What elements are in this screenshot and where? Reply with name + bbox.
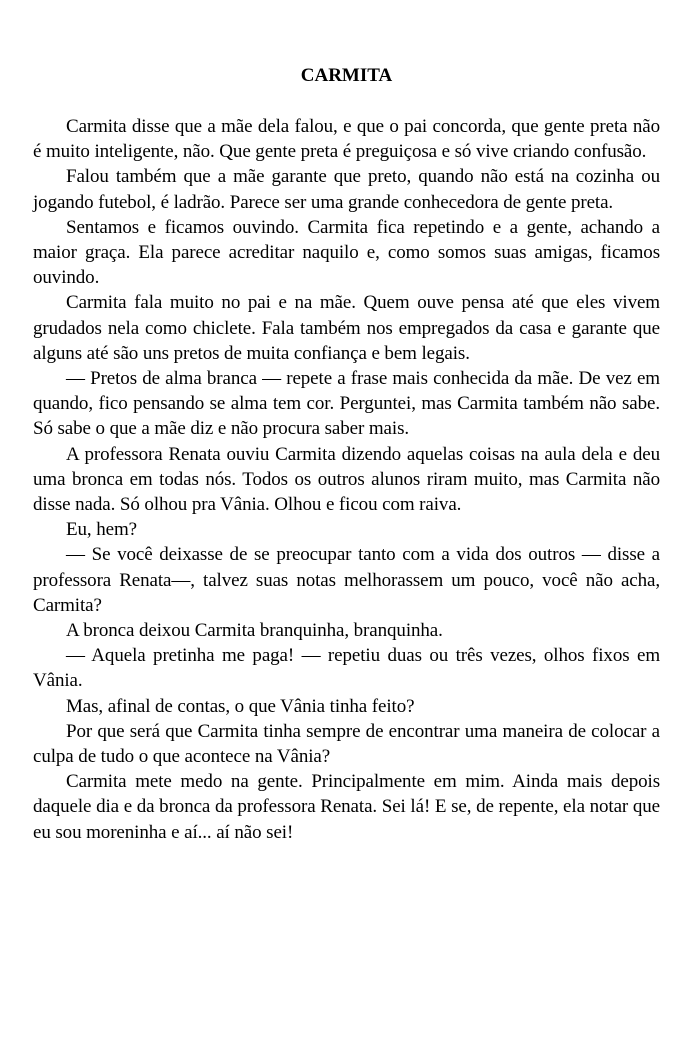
paragraph-6: A professora Renata ouviu Carmita dizendo aquelas coisas na aula dela e deu uma bronca em todas nós. Todos os outros alunos riram muito, mas Carmita não disse nada. Só olhou pra Vânia. Olhou e ficou com raiva. <box>33 443 660 516</box>
paragraph-1: Carmita disse que a mãe dela falou, e que o pai concorda, que gente preta não é muito inteligente, não. Que gente preta é preguiçosa e só vive criando confusão. <box>33 116 660 163</box>
paragraph-3: Sentamos e ficamos ouvindo. Carmita fica repetindo e a gente, achando a maior graça. Ela parece acreditar naquilo e, como somos suas amigas, ficamos ouvindo. <box>33 216 660 289</box>
paragraph-2: Falou também que a mãe garante que preto, quando não está na cozinha ou jogando futebol, é ladrão. Parece ser uma grande conhecedora de gente preta. <box>33 166 660 213</box>
paragraph-4: Carmita fala muito no pai e na mãe. Quem ouve pensa até que eles vivem grudados nela como chiclete. Fala também nos empregados da casa e garante que alguns até são uns pretos de muita confiança e bem legais. <box>33 292 660 364</box>
paragraph-10: — Aquela pretinha me paga! — repetiu duas ou três vezes, olhos fixos em Vânia. <box>33 645 660 692</box>
page-title: CARMITA <box>300 65 393 86</box>
document-page <box>33 64 660 845</box>
paragraph-7: Eu, hem? <box>66 519 137 541</box>
paragraph-11: Mas, afinal de contas, o que Vânia tinha feito? <box>66 695 415 717</box>
paragraph-13: Carmita mete medo na gente. Principalmente em mim. Ainda mais depois daquele dia e da bronca da professora Renata. Sei lá! E se, de repente, ela notar que eu sou moreninha e aí... aí não sei! <box>33 771 660 843</box>
paragraph-8: — Se você deixasse de se preocupar tanto com a vida dos outros — disse a professora Renata—, talvez suas notas melhorassem um pouco, você não acha, Carmita? <box>33 544 660 616</box>
paragraph-5: — Pretos de alma branca — repete a frase mais conhecida da mãe. De vez em quando, fico pensando se alma tem cor. Perguntei, mas Carmita também não sabe. Só sabe o que a mãe diz e não procura saber mais. <box>33 368 660 440</box>
paragraph-9: A bronca deixou Carmita branquinha, branquinha. <box>66 620 443 642</box>
paragraph-12: Por que será que Carmita tinha sempre de encontrar uma maneira de colocar a culpa de tudo o que acontece na Vânia? <box>33 720 660 768</box>
